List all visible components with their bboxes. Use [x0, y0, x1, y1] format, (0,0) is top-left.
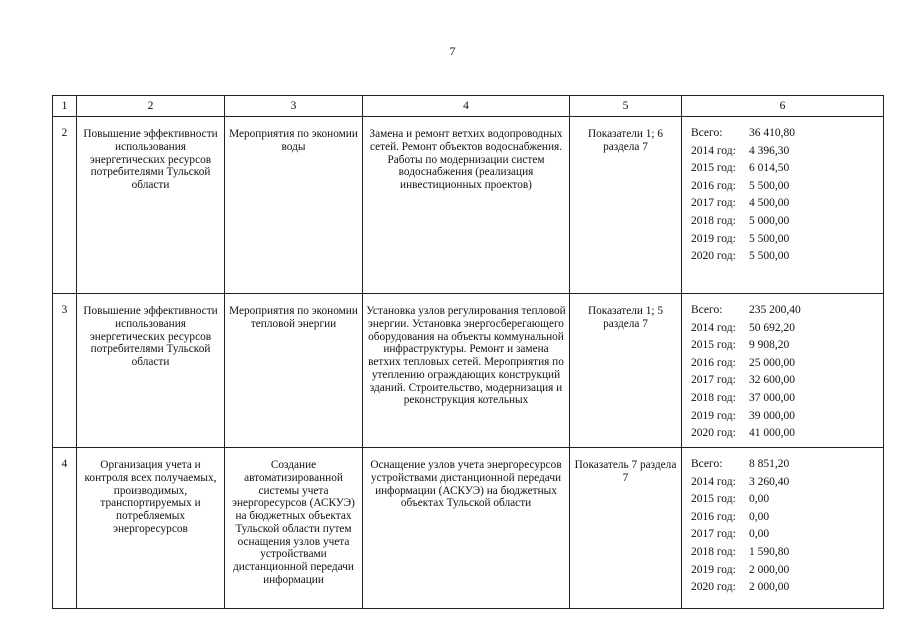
- funding-line: Всего: 36 410,80: [691, 127, 795, 139]
- funding-line: 2019 год: 2 000,00: [691, 563, 790, 576]
- header-cell: 2: [77, 96, 225, 117]
- funding-line: 2017 год: 4 500,00: [691, 197, 790, 210]
- measure-cell: Мероприятия по экономии воды: [225, 117, 363, 294]
- funding-line: 2017 год: 0,00: [691, 528, 770, 541]
- funding-line: 2019 год: 5 500,00: [691, 232, 790, 245]
- measure-cell: Мероприятия по экономии тепловой энергии: [225, 294, 363, 448]
- funding-line: 2015 год: 0,00: [691, 493, 770, 506]
- description-cell: Установка узлов регулирования тепловой энергии. Установка энергосберегающего оборудования на объекты коммунальной инфраструктуры. Ремонт и замена ветхих тепловых сетей. Мероприятия по утеплению ограждающих конструкций зданий. Строительство, модернизация и реконструкция котельных: [363, 294, 570, 448]
- header-cell: 5: [570, 96, 682, 117]
- funding-cell: [682, 448, 884, 609]
- program-table: [52, 95, 884, 609]
- funding-line: Всего: 235 200,40: [691, 304, 801, 316]
- funding-line: 2015 год: 6 014,50: [691, 162, 790, 175]
- funding-line: 2017 год: 32 600,00: [691, 374, 795, 387]
- funding-line: 2020 год: 5 500,00: [691, 250, 790, 263]
- page-number: 7: [449, 44, 456, 58]
- table-row: [53, 448, 884, 609]
- goal-cell: Повышение эффективности использования энергетических ресурсов потребителями Тульской области: [77, 294, 225, 448]
- header-cell: 4: [363, 96, 570, 117]
- funding-line: 2018 год: 37 000,00: [691, 391, 795, 404]
- funding-cell: [682, 294, 884, 448]
- indicators-cell: Показатели 1; 6 раздела 7: [570, 117, 682, 294]
- table-row: [53, 294, 884, 448]
- header-cell: 3: [225, 96, 363, 117]
- funding-line: Всего: 8 851,20: [691, 458, 790, 470]
- funding-line: 2016 год: 0,00: [691, 510, 770, 523]
- row-number: 3: [53, 294, 77, 448]
- indicators-cell: Показатели 1; 5 раздела 7: [570, 294, 682, 448]
- header-cell: 1: [53, 96, 77, 117]
- funding-line: 2014 год: 4 396,30: [691, 144, 790, 157]
- funding-line: 2018 год: 5 000,00: [691, 214, 790, 227]
- header-cell: 6: [682, 96, 884, 117]
- row-number: 2: [53, 117, 77, 294]
- row-number: 4: [53, 448, 77, 609]
- goal-cell: Повышение эффективности использования энергетических ресурсов потребителями Тульской области: [77, 117, 225, 294]
- funding-line: 2019 год: 39 000,00: [691, 409, 795, 422]
- measure-cell: Создание автоматизированной системы учета энергоресурсов (АСКУЭ) на бюджетных объектах Тульской области путем оснащения узлов учета устройствами дистанционной передачи информации: [225, 448, 363, 609]
- table-row: [53, 117, 884, 294]
- funding-cell: [682, 117, 884, 294]
- funding-line: 2020 год: 41 000,00: [691, 427, 795, 440]
- goal-cell: Организация учета и контроля всех получаемых, производимых, транспортируемых и потребляемых энергоресурсов: [77, 448, 225, 609]
- funding-line: 2014 год: 3 260,40: [691, 475, 790, 488]
- indicators-cell: Показатель 7 раздела 7: [570, 448, 682, 609]
- funding-line: 2014 год: 50 692,20: [691, 321, 795, 334]
- funding-line: 2018 год: 1 590,80: [691, 545, 790, 558]
- funding-line: 2016 год: 25 000,00: [691, 356, 795, 369]
- description-cell: Замена и ремонт ветхих водопроводных сетей. Ремонт объектов водоснабжения. Работы по модернизации систем водоснабжения (реализация инвестиционных проектов): [363, 117, 570, 294]
- funding-line: 2015 год: 9 908,20: [691, 339, 790, 352]
- table-header-row: [53, 96, 884, 117]
- funding-line: 2016 год: 5 500,00: [691, 179, 790, 192]
- description-cell: Оснащение узлов учета энергоресурсов устройствами дистанционной передачи информации (АСКУЭ) на бюджетных объектах Тульской области: [363, 448, 570, 609]
- funding-line: 2020 год: 2 000,00: [691, 581, 790, 594]
